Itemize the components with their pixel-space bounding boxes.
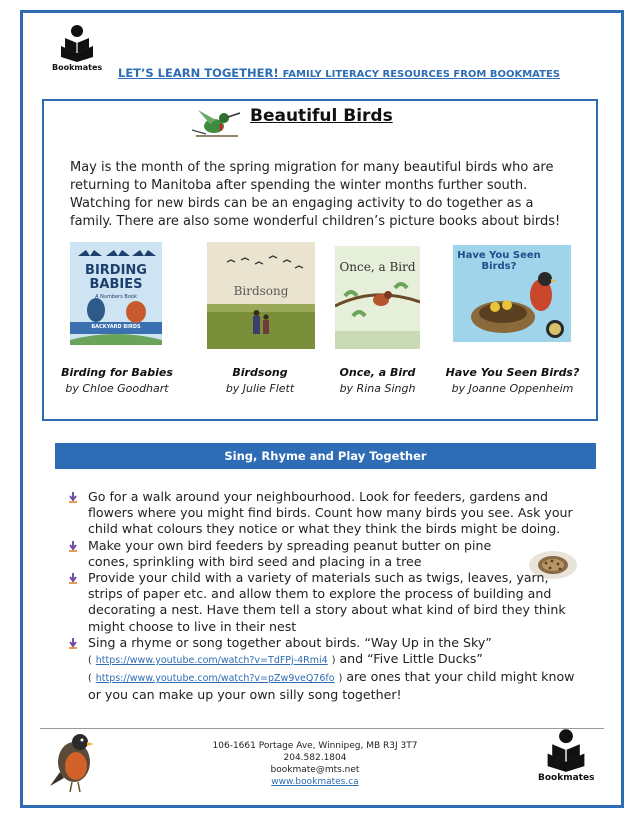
youtube-link-way-up-in-the-sky[interactable]: https://www.youtube.com/watch?v=TdFPj-4Rmi4 bbox=[95, 655, 328, 667]
intro-paragraph: May is the month of the spring migration for many beautiful birds who are returning to Manitoba after spending the winter months further south. Watching for new birds can be an engaging activity to do together as a family. There are also some wonderful children’s picture books about birds! bbox=[70, 160, 561, 229]
logo-text: Bookmates bbox=[538, 773, 595, 783]
arrow-bullet-icon bbox=[68, 541, 78, 552]
activities-heading: Sing, Rhyme and Play Together bbox=[55, 443, 596, 469]
arrow-bullet-icon bbox=[68, 492, 78, 503]
book-cover-have-you-seen-birds bbox=[453, 245, 571, 342]
bookmates-logo-icon bbox=[543, 728, 589, 772]
book-caption bbox=[440, 366, 585, 395]
bookmates-logo-icon bbox=[57, 24, 97, 62]
book-author: by Chloe Goodhart bbox=[65, 382, 169, 395]
footer-email[interactable]: bookmate@mts.net bbox=[270, 765, 360, 775]
book-title: Have You Seen Birds? bbox=[445, 366, 580, 379]
activity-text: Go for a walk around your neighbourhood. Look for feeders, gardens and flowers where you might find birds. Count how many birds you see. Ask your child what colours they notice or what they think the birds might be doing. bbox=[88, 489, 573, 537]
paren-close: ) bbox=[338, 673, 343, 685]
paren-open: ( bbox=[88, 655, 92, 667]
arrow-bullet-icon bbox=[68, 638, 78, 649]
book-title: Birdsong bbox=[232, 366, 288, 379]
footer-contact bbox=[170, 740, 460, 788]
cover-title: Have You Seen Birds? bbox=[457, 250, 541, 272]
arrow-bullet-icon bbox=[68, 573, 78, 584]
bookmates-logo bbox=[52, 24, 102, 72]
footer-website-link[interactable]: www.bookmates.ca bbox=[271, 777, 359, 787]
book-cover-birdsong bbox=[207, 242, 315, 349]
book-cover-birding-for-babies bbox=[70, 242, 162, 345]
cover-subtitle: A Numbers Book bbox=[95, 294, 137, 300]
paren-open: ( bbox=[88, 673, 92, 685]
song-mid: and “Five Little Ducks” bbox=[339, 651, 483, 667]
book-caption bbox=[52, 366, 182, 395]
bookmates-logo-footer bbox=[538, 728, 594, 783]
logo-text: Bookmates bbox=[52, 63, 103, 72]
cover-band: BACKYARD BIRDS bbox=[91, 324, 141, 330]
header-subtitle: FAMILY LITERACY RESOURCES FROM BOOKMATES bbox=[282, 69, 561, 80]
section-title: Beautiful Birds bbox=[250, 106, 393, 126]
song-intro: Sing a rhyme or song together about birds. “Way Up in the Sky” bbox=[88, 634, 492, 650]
song-end: are ones that your child might know or you can make up your own silly song together! bbox=[88, 669, 575, 703]
hummingbird-icon bbox=[190, 104, 242, 144]
book-author: by Julie Flett bbox=[225, 382, 295, 395]
book-caption bbox=[320, 366, 435, 395]
list-item bbox=[68, 538, 578, 570]
paren-close: ) bbox=[331, 655, 336, 667]
header-tagline: LET’S LEARN TOGETHER! bbox=[118, 66, 279, 80]
book-title: Once, a Bird bbox=[339, 366, 416, 379]
list-item bbox=[68, 489, 578, 538]
book-author: by Joanne Oppenheim bbox=[451, 382, 574, 395]
youtube-link-five-little-ducks[interactable]: https://www.youtube.com/watch?v=pZw9veQ76fo bbox=[95, 673, 335, 685]
cover-title: Birdsong bbox=[233, 284, 289, 298]
book-author: by Rina Singh bbox=[339, 382, 416, 395]
list-item bbox=[68, 635, 578, 704]
footer-address: 106-1661 Portage Ave, Winnipeg, MB R3J 3T7 bbox=[212, 741, 418, 751]
book-cover-once-a-bird bbox=[335, 246, 420, 349]
footer-phone: 204.582.1804 bbox=[283, 753, 347, 763]
activity-text: Make your own bird feeders by spreading peanut butter on pine cones, sprinkling with bird seed and placing in a tree bbox=[88, 537, 492, 569]
book-caption bbox=[200, 366, 320, 395]
robin-icon bbox=[48, 728, 100, 794]
list-item bbox=[68, 570, 578, 635]
cover-title: BIRDING BABIES bbox=[85, 263, 147, 292]
cover-title: Once, a Bird bbox=[339, 260, 416, 274]
footer-divider bbox=[40, 728, 604, 729]
activity-text: Provide your child with a variety of materials such as twigs, leaves, yarn, strips of paper etc. and allow them to explore the process of building and decorating a nest. Have them tell a story about what kind of bird they think might choose to live in their nest bbox=[88, 570, 566, 634]
book-title: Birding for Babies bbox=[61, 366, 173, 379]
page-header bbox=[118, 66, 560, 80]
activities-list bbox=[68, 489, 578, 704]
